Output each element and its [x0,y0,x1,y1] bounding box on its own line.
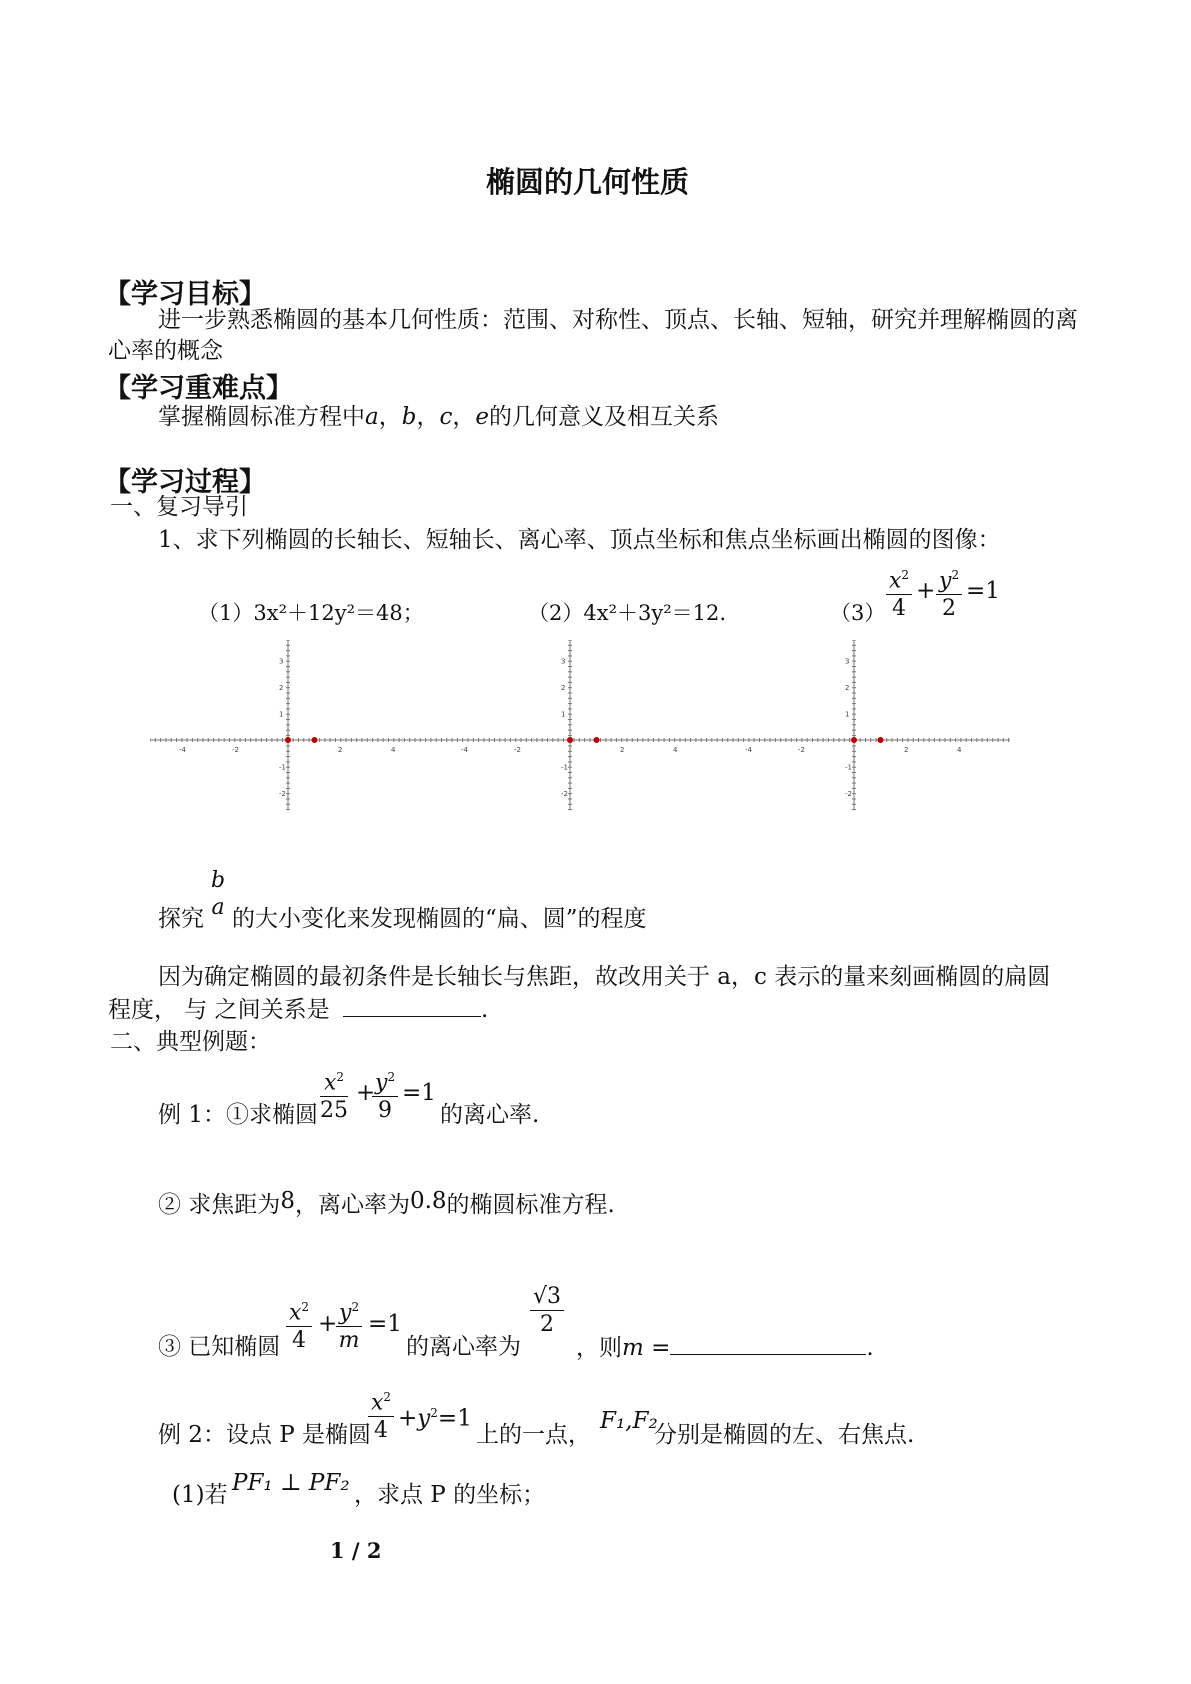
denominator: 4 [292,1328,307,1354]
example-2-label: 例 2：设点 P 是椭圆 [158,1422,372,1448]
x-tick-label: -4 [179,746,186,754]
square: 2 [901,568,910,582]
equals-one: =1 [966,578,1000,604]
denominator: 4 [892,596,907,622]
goals-heading: 【学习目标】 [104,279,266,310]
denominator-m: m [338,1328,360,1354]
plus-sign: + [318,1311,338,1337]
example-2-suffix: 分别是椭圆的左、右焦点. [654,1422,915,1448]
example-2-q1-suffix: ，求点 P 的坐标； [354,1482,546,1508]
x-tick-label: -2 [798,746,805,754]
key-points-heading: 【学习重难点】 [104,373,293,404]
unit-point [878,737,884,743]
page-number: 1 / 2 [330,1538,382,1563]
example-1-part-3-prefix: ③ 已知椭圆 [158,1334,281,1360]
plus-sign: + [356,1080,376,1106]
denominator: 25 [320,1098,348,1124]
sep: ， [416,404,440,430]
y-var: y [939,568,952,594]
square: 2 [301,1300,310,1314]
equals-one: =1 [402,1080,436,1106]
section-1-title: 一、复习导引 [110,494,248,520]
process-heading: 【学习过程】 [104,467,266,498]
example-1-suffix: 的离心率. [440,1102,540,1128]
period: . [866,1335,874,1361]
because-line-2-text: 程度， 与 之间关系是 [108,997,330,1023]
perpendicular-expr: PF₁ ⊥ PF₂ [232,1470,350,1496]
sqrt3-over-2 [530,1284,564,1339]
part2-mid: ，离心率为 [294,1192,410,1218]
y-tick-label: 3 [561,657,566,666]
x-tick-label: -2 [514,746,521,754]
square: 2 [351,1300,360,1314]
origin-point [285,737,291,743]
eccentricity-value: 0.8 [409,1188,447,1214]
y-tick-label: 2 [279,684,284,692]
y-var: y [417,1405,431,1432]
var-c: c [439,404,453,430]
goals-line-1: 进一步熟悉椭圆的基本几何性质：范围、对称性、顶点、长轴、短轴，研究并理解椭圆的离 [158,307,1078,333]
equation-2: （2）4x²＋3y²＝12. [528,601,727,625]
goals-line-2: 心率的概念 [108,338,223,364]
eq3-frac-y [936,562,962,623]
answer-blank[interactable] [343,994,481,1017]
sep: ， [452,404,476,430]
origin-point [851,737,857,743]
x-tick-label: 2 [904,746,909,754]
x-tick-label: 4 [957,746,962,754]
x-tick-label: 2 [620,746,625,754]
equals-one: =1 [368,1311,402,1337]
focal-distance: 8 [280,1188,295,1214]
m-var: m = [622,1335,671,1361]
equation-3-label: （3） [830,601,886,625]
sep: ， [378,404,402,430]
period: . [480,997,489,1023]
a-var: a [211,895,225,920]
part2-prefix: ② 求焦距为 [158,1192,281,1218]
ex1p3-frac-x [286,1294,312,1355]
x-var: x [371,1390,384,1416]
page-title: 椭圆的几何性质 [486,165,690,199]
var-b: b [401,404,417,430]
ex1-frac-x [320,1064,348,1125]
unit-point [594,737,600,743]
var-a: a [365,404,379,430]
example-2-mid: 上的一点， [476,1422,591,1448]
key-points-prefix: 掌握椭圆标准方程中 [158,404,365,430]
y-tick-label: 2 [845,684,850,692]
x-var: x [323,1070,337,1096]
y-tick-label: -2 [845,790,852,798]
x-var: x [289,1300,302,1326]
origin-point [567,737,573,743]
because-line-1: 因为确定椭圆的最初条件是长轴长与焦距，故改用关于 a，c 表示的量来刻画椭圆的扁圆 [158,964,1051,990]
denominator: 4 [374,1418,389,1444]
square: 2 [951,568,960,582]
denominator: 2 [540,1312,554,1337]
question-1: 1、求下列椭圆的长轴长、短轴长、离心率、顶点坐标和焦点坐标画出椭圆的图像： [158,527,1001,553]
x-var: x [889,568,902,594]
explore-fraction [208,868,228,922]
x-tick-label: 4 [673,746,678,754]
because-line-2 [108,994,488,1025]
then-text: ，则 [576,1335,622,1361]
b-var: b [211,868,226,893]
ex1-frac-y [372,1064,398,1125]
plus-sign: + [398,1405,418,1432]
square: 2 [387,1070,396,1084]
ex1p3-frac-y [336,1294,362,1355]
foci-labels: F₁,F₂ [600,1408,658,1434]
y-tick-label: -1 [561,763,568,772]
square: 2 [430,1406,438,1420]
example-1-label: 例 1：①求椭圆 [158,1102,318,1128]
key-points-line [158,402,719,432]
example-2-eq-rest [398,1398,472,1434]
part3-mid: 的离心率为 [406,1334,521,1360]
y-tick-label: 3 [845,657,850,666]
denominator: 2 [942,596,957,622]
equals-one: =1 [437,1405,472,1432]
y-tick-label: -2 [279,790,286,798]
y-var: y [339,1300,352,1326]
x-tick-label: 4 [391,746,396,754]
example-2-q1-prefix: (1)若 [172,1482,228,1508]
y-tick-label: 1 [561,710,566,719]
m-answer-blank[interactable] [670,1332,866,1355]
denominator: 9 [378,1098,393,1124]
key-points-suffix: 的几何意义及相互关系 [488,404,719,430]
ex2-frac-x [368,1384,394,1445]
sqrt-3: √3 [530,1284,564,1311]
example-1-part-2 [158,1186,615,1220]
coordinate-axes-row [150,640,1090,840]
y-tick-label: 1 [279,710,284,719]
part3-then [576,1332,874,1363]
unit-point [312,737,318,743]
square: 2 [336,1070,345,1084]
x-tick-label: -2 [232,746,239,754]
x-tick-label: 2 [338,746,343,754]
y-var: y [375,1070,388,1096]
section-2-title: 二、典型例题： [110,1029,271,1055]
y-tick-label: 1 [845,710,850,719]
y-tick-label: -1 [279,763,286,772]
y-tick-label: -2 [561,790,568,798]
y-tick-label: 3 [279,657,284,666]
eq3-frac-x [886,562,912,623]
x-tick-label: -4 [461,746,468,754]
part2-suffix: 的椭圆标准方程. [446,1192,615,1218]
equation-1: （1）3x²＋12y²＝48； [198,601,424,625]
y-tick-label: 2 [561,684,566,692]
y-tick-label: -1 [845,763,852,772]
square: 2 [383,1390,392,1404]
explore-suffix: 的大小变化来发现椭圆的“扁、圆”的程度 [232,906,647,932]
plus-sign: + [916,578,936,604]
explore-prefix: 探究 [158,906,204,932]
x-tick-label: -4 [745,746,752,754]
var-e: e [475,404,489,430]
